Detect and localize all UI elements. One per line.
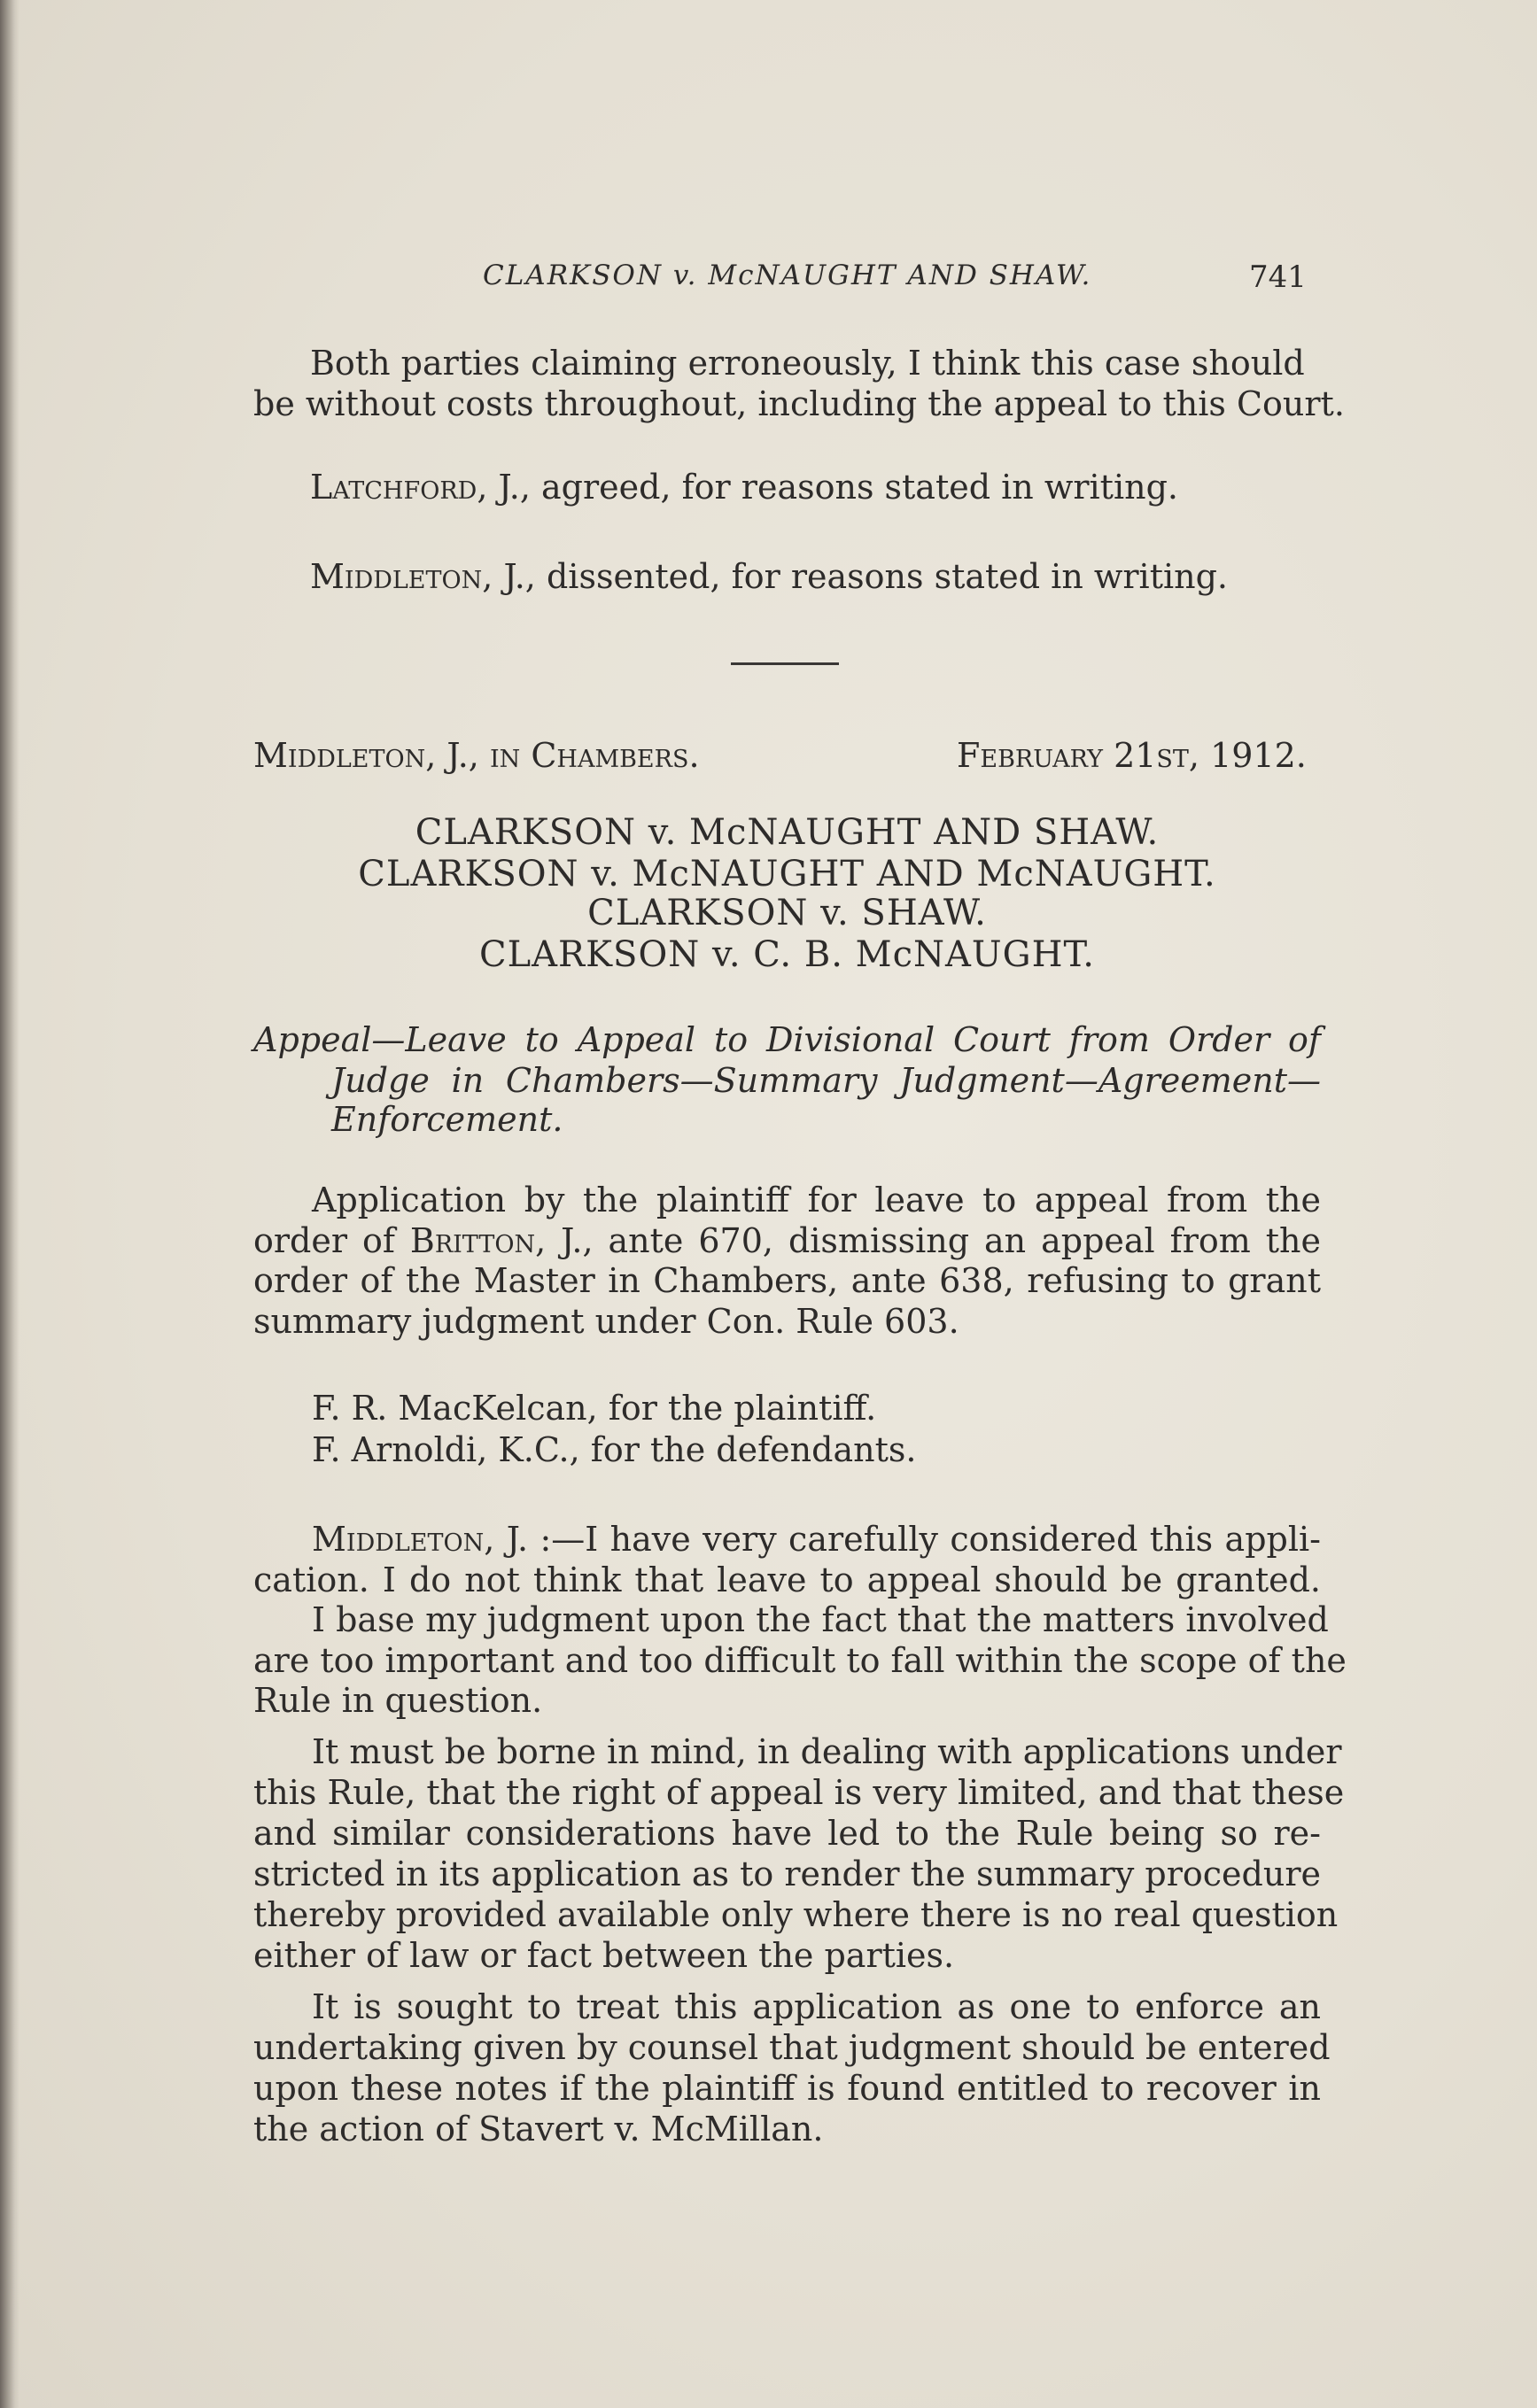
judgment-p2-line-6: either of law or fact between the parties. (253, 1936, 955, 1975)
judgment-line-3: I base my judgment upon the fact that the matters involved (312, 1600, 1329, 1639)
catchwords-line-3: Enforcement. (331, 1100, 563, 1139)
case-title-4: CLARKSON v. C. B. McNAUGHT. (479, 934, 1095, 975)
running-head: CLARKSON v. McNAUGHT AND SHAW. (483, 259, 1092, 291)
judgment-p2-line-2: this Rule, that the right of appeal is very limited, and that these (253, 1773, 1345, 1812)
judgment-p3-line-4: the action of Stavert v. McMillan. (253, 2110, 824, 2149)
application-line-3: order of the Master in Chambers, ante 638, refusing to grant (253, 1261, 1321, 1300)
court-line-date: February 21st, 1912. (957, 736, 1307, 775)
judgment-line-4: are too important and too difficult to fall within the scope of the (253, 1641, 1347, 1680)
judgment-line-2: cation. I do not think that leave to appeal should be granted. (253, 1560, 1321, 1599)
application-line-2-post: , J., ante 670, dismissing an appeal from the (535, 1221, 1322, 1260)
judgment-line-5: Rule in question. (253, 1681, 543, 1720)
latchford-concurrence (310, 467, 1178, 507)
judgment-p3-line-1: It is sought to treat this application as one to enforce an (312, 1987, 1321, 2026)
judgment-p2-line-1: It must be borne in mind, in dealing with applications under (312, 1732, 1342, 1771)
catchwords-line-2: Judge in Chambers—Summary Judgment—Agreement— (331, 1061, 1321, 1100)
case-title-1: CLARKSON v. McNAUGHT AND SHAW. (415, 812, 1160, 853)
judgment-line-1-rest: , J. :—I have very carefully considered this appli- (484, 1520, 1321, 1559)
closing-paragraph-line-1: Both parties claiming erroneously, I think this case should (310, 344, 1305, 383)
judgment-p3-line-2: undertaking given by counsel that judgment should be entered (253, 2028, 1331, 2067)
judge-name-britton: Britton (409, 1221, 536, 1260)
judgment-line-1 (312, 1519, 1321, 1560)
book-spine-shadow (0, 0, 19, 2408)
counsel-defendants: F. Arnoldi, K.C., for the defendants. (312, 1430, 917, 1469)
judge-name-middleton: Middleton (310, 557, 483, 596)
court-line-judge: Middleton, J., in Chambers. (253, 736, 700, 775)
application-line-2 (253, 1220, 1321, 1261)
middleton-text: , J., dissented, for reasons stated in writing. (482, 557, 1229, 596)
judgment-p2-line-3: and similar considerations have led to the Rule being so re- (253, 1814, 1321, 1853)
case-title-3: CLARKSON v. SHAW. (587, 893, 987, 933)
application-line-4: summary judgment under Con. Rule 603. (253, 1302, 959, 1341)
closing-paragraph-line-2: be without costs throughout, including the appeal to this Court. (253, 384, 1345, 423)
section-divider (731, 662, 839, 665)
latchford-text: , J., agreed, for reasons stated in writing. (477, 468, 1178, 507)
case-title-2: CLARKSON v. McNAUGHT AND McNAUGHT. (358, 854, 1216, 894)
application-line-1: Application by the plaintiff for leave to appeal from the (312, 1181, 1321, 1219)
judgment-p2-line-4: stricted in its application as to render the summary procedure (253, 1854, 1321, 1893)
counsel-plaintiff: F. R. MacKelcan, for the plaintiff. (312, 1389, 877, 1428)
catchwords-line-1: Appeal—Leave to Appeal to Divisional Court from Order of (253, 1020, 1321, 1059)
judgment-judge-name: Middleton (312, 1520, 485, 1559)
page-number: 741 (1249, 259, 1307, 295)
judgment-p2-line-5: thereby provided available only where there is no real question (253, 1895, 1339, 1934)
application-line-2-pre: order of (253, 1221, 410, 1260)
judgment-p3-line-3: upon these notes if the plaintiff is found entitled to recover in (253, 2069, 1321, 2108)
judge-name-latchford: Latchford (310, 468, 477, 507)
middleton-dissent (310, 556, 1228, 597)
